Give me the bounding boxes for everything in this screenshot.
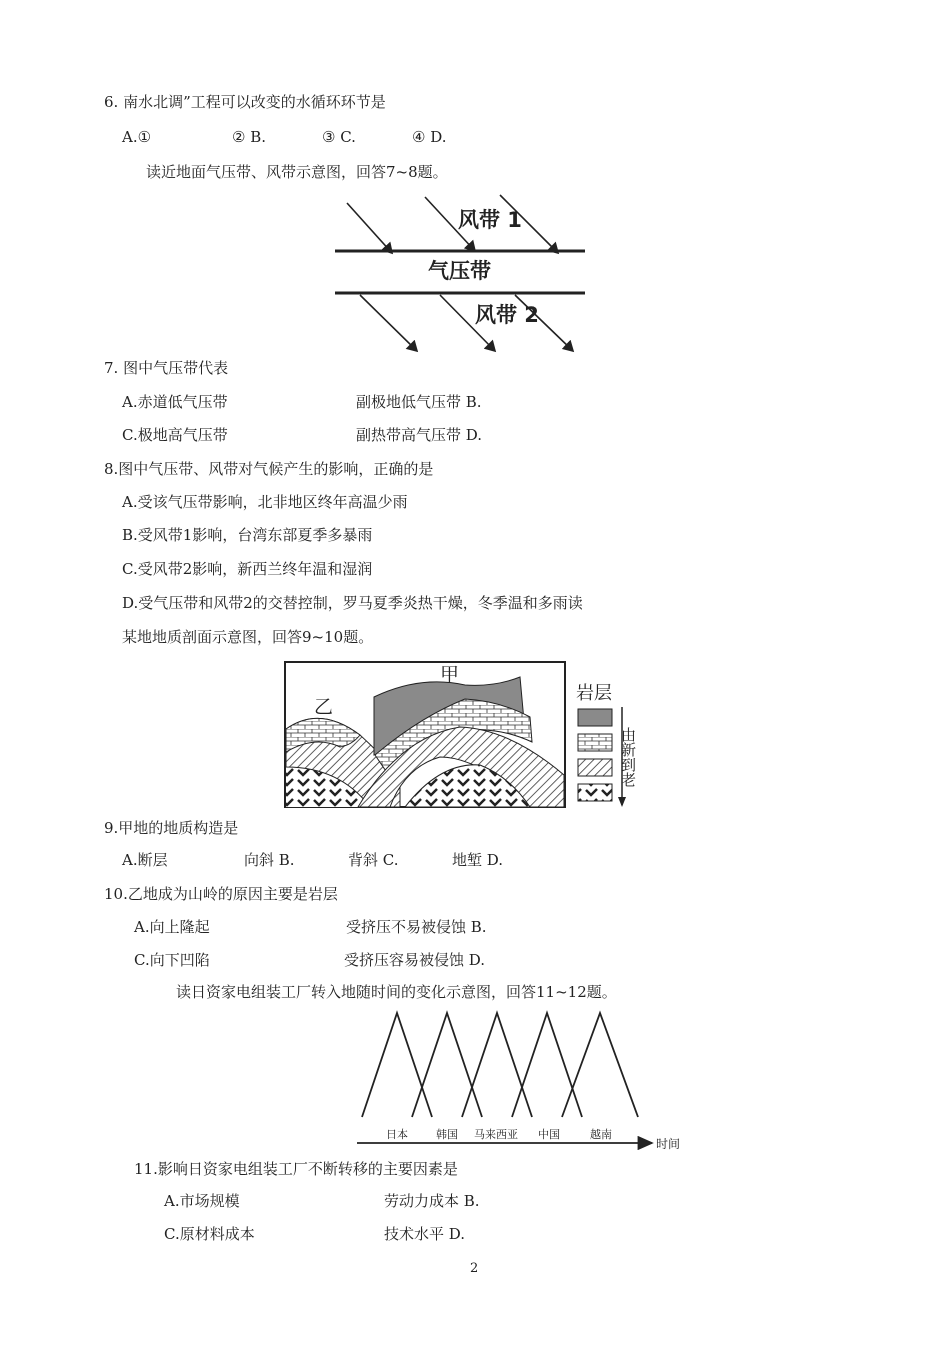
- page-number: 2: [470, 1261, 479, 1276]
- q9-option-a: A.断层: [122, 851, 168, 869]
- q6-option-b: ② B.: [232, 128, 267, 146]
- q8-option-a: A.受该气压带影响，北非地区终年高温少雨: [122, 493, 408, 511]
- intro-9-10: 某地地质剖面示意图，回答9~10题。: [122, 628, 374, 646]
- q10-stem: 10.乙地成为山岭的原因主要是岩层: [104, 885, 338, 903]
- q7-option-d: 副热带高气压带 D.: [356, 426, 483, 444]
- q9-stem: 9.甲地的地质构造是: [104, 819, 239, 837]
- q10-option-c: C.向下凹陷: [134, 951, 210, 969]
- q8-stem: 8.图中气压带、风带对气候产生的影响，正确的是: [104, 460, 434, 478]
- legend-layer-3: [578, 759, 612, 776]
- intro-11-12: 读日资家电组装工厂转入地随时间的变化示意图，回答11~12题。: [176, 983, 617, 1001]
- country-label: 日本: [386, 1128, 408, 1141]
- q7-stem: 7. 图中气压带代表: [104, 359, 229, 377]
- q10-option-b: 受挤压不易被侵蚀 B.: [346, 918, 487, 936]
- geological-profile-diagram: [280, 657, 650, 812]
- triangle-malaysia: [462, 1013, 532, 1117]
- triangle-japan: [362, 1013, 432, 1117]
- q7-option-c: C.极地高气压带: [122, 426, 228, 444]
- q9-option-d: 地堑 D.: [452, 851, 504, 869]
- legend-layer-1: [578, 709, 612, 726]
- q7-option-a: A.赤道低气压带: [122, 393, 228, 411]
- q8-option-b: B.受风带1影响，台湾东部夏季多暴雨: [122, 526, 373, 544]
- pressure-wind-belt-diagram: [330, 185, 590, 360]
- triangle-china: [512, 1013, 582, 1117]
- triangle-vietnam: [562, 1013, 638, 1117]
- q11-option-c: C.原材料成本: [164, 1225, 255, 1243]
- location-jia: 甲: [440, 664, 460, 686]
- legend-order-text: 由新到老: [619, 727, 637, 787]
- wind-arrow: [347, 203, 392, 253]
- wind-arrow: [360, 295, 417, 351]
- q11-option-d: 技术水平 D.: [384, 1225, 466, 1243]
- q8-option-c: C.受风带2影响，新西兰终年温和湿润: [122, 560, 373, 578]
- wind-belt-2-label: 风带 2: [475, 303, 539, 327]
- q9-option-c: 背斜 C.: [348, 851, 399, 869]
- time-axis-label: 时间: [656, 1137, 681, 1151]
- country-label: 中国: [538, 1128, 560, 1141]
- q9-option-b: 向斜 B.: [244, 851, 295, 869]
- pressure-belt-label: 气压带: [428, 259, 491, 283]
- triangle-korea: [412, 1013, 482, 1117]
- wind-belt-1-label: 风带 1: [458, 208, 522, 232]
- q8-option-d: D.受气压带和风带2的交替控制，罗马夏季炎热干燥，冬季温和多雨读: [122, 594, 583, 612]
- q11-option-b: 劳动力成本 B.: [384, 1192, 480, 1210]
- country-label: 越南: [590, 1128, 612, 1141]
- q6-option-a: A.①: [122, 128, 152, 146]
- q11-stem: 11.影响日资家电组装工厂不断转移的主要因素是: [134, 1160, 458, 1178]
- q10-option-d: 受挤压容易被侵蚀 D.: [344, 951, 486, 969]
- country-label: 韩国: [436, 1128, 458, 1141]
- legend-title: 岩层: [576, 683, 612, 704]
- q10-option-a: A.向上隆起: [134, 918, 210, 936]
- q6-option-c: ③ C.: [322, 128, 356, 146]
- legend-arrow-head: [618, 797, 626, 807]
- q6-option-d: ④ D.: [412, 128, 447, 146]
- country-label: 马来西亚: [474, 1128, 518, 1141]
- relocation-triangles: [362, 1013, 638, 1117]
- q6-stem: 6. 南水北调”工程可以改变的水循环环节是: [104, 93, 386, 111]
- q7-option-b: 副极地低气压带 B.: [356, 393, 482, 411]
- factory-relocation-diagram: [352, 1005, 697, 1155]
- legend-layer-4: [578, 784, 612, 801]
- intro-7-8: 读近地面气压带、风带示意图，回答7~8题。: [146, 163, 448, 181]
- q11-option-a: A.市场规模: [164, 1192, 240, 1210]
- location-yi: 乙: [314, 696, 334, 718]
- legend-layer-2: [578, 734, 612, 751]
